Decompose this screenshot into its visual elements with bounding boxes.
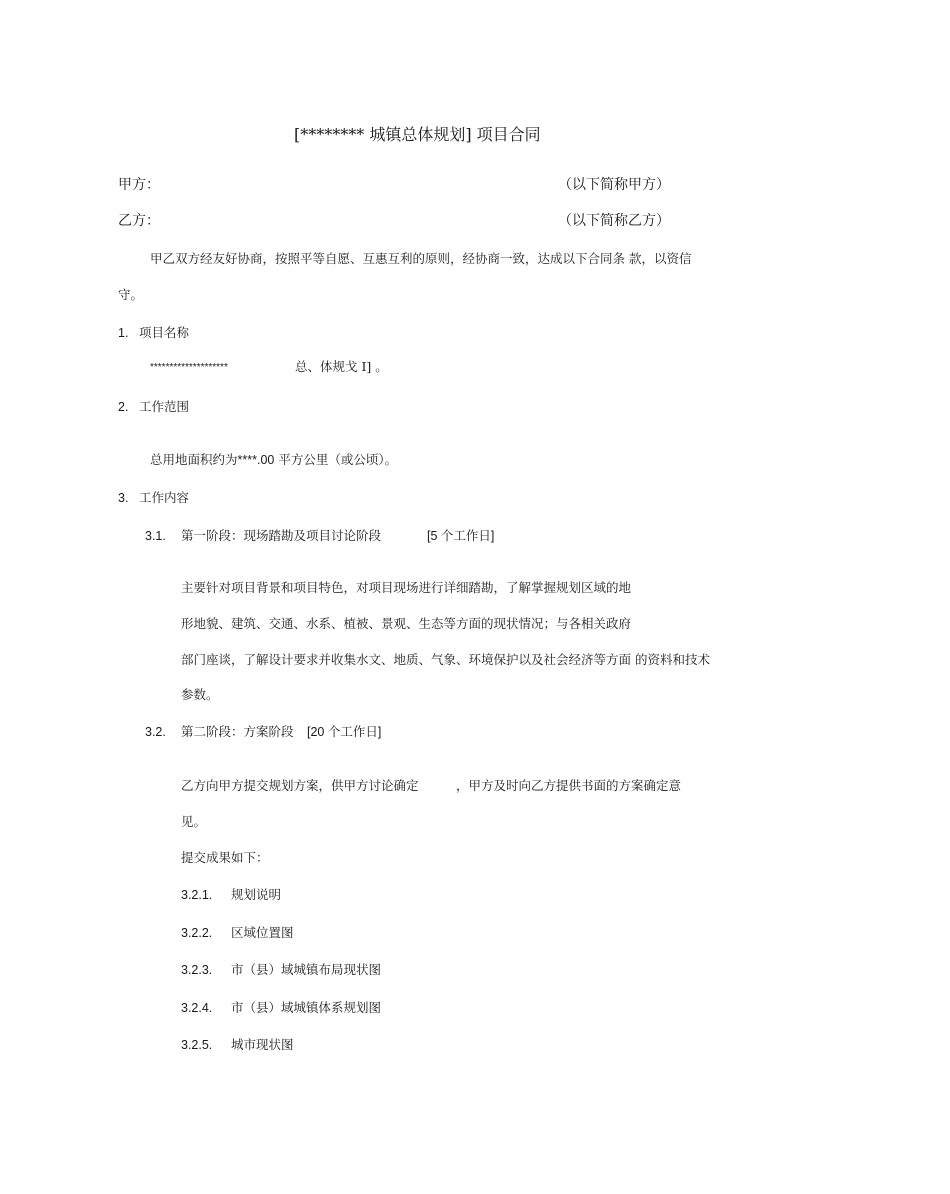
work-scope-area: ****.00 [237,453,275,467]
deliverable-text: 市（县）域城镇布局现状图 [231,962,382,977]
deliverable-number: 3.2.2. [181,926,213,940]
section-3-number: 3. [118,491,129,505]
contract-title: [******** 城镇总体规划] 项目合同 [294,125,541,144]
section-2-number: 2. [118,400,129,414]
phase-1-line-3: 部门座谈，了解设计要求并收集水文、地质、气象、环境保护以及社会经济等方面 的资料和技术 [181,652,710,667]
phase-1-line-2: 形地貌、建筑、交通、水系、植被、景观、生态等方面的现状情况；与各相关政府 [181,616,632,631]
subsection-3-2-number: 3.2. [145,725,166,739]
phase-1-line-4: 参数。 [181,687,219,702]
phase-1-line-1: 主要针对项目背景和项目特色，对项目现场进行详细踏勘，了解掌握规划区域的地 [181,580,632,595]
deliverable-number: 3.2.3. [181,963,213,977]
section-1-number: 1. [118,326,129,340]
section-1-title: 项目名称 [139,325,190,340]
deliverable-number: 3.2.4. [181,1001,213,1015]
project-name-tail: 总、体规戈 I] 。 [295,359,388,374]
section-3-title: 工作内容 [139,490,190,505]
intro-line-1: 甲乙双方经友好协商，按照平等自愿、互惠互利的原则，经协商一致，达成以下合同条 款，以资信 [150,251,692,266]
deliverable-number: 3.2.1. [181,888,213,902]
phase-2-line-1b: ，甲方及时向乙方提供书面的方案确定意 [456,778,682,793]
phase-2-line-2: 见。 [181,814,207,829]
section-2-title: 工作范围 [139,399,190,414]
work-scope-unit: 平方公里（或公顷）。 [274,452,398,467]
subsection-3-1-number: 3.1. [145,529,166,543]
deliverables-heading: 提交成果如下： [181,850,269,865]
work-scope-lead: 总用地面积约为 [150,452,238,467]
party-b-note: （以下简称乙方） [558,213,670,229]
deliverable-text: 区域位置图 [231,925,294,940]
deliverable-text: 市（县）域城镇体系规划图 [231,1000,382,1015]
party-b-label: 乙方： [118,213,160,229]
party-a-label: 甲方： [118,177,160,193]
subsection-3-2-title: 第二阶段：方案阶段 [181,724,294,739]
project-name-stars: ******************** [150,362,228,373]
subsection-3-1-days: [5 个工作日] [427,529,495,543]
intro-line-2: 守。 [118,287,144,302]
phase-2-line-1a: 乙方向甲方提交规划方案，供甲方讨论确定 [181,778,419,793]
deliverable-text: 城市现状图 [231,1037,294,1052]
deliverable-text: 规划说明 [231,887,282,902]
subsection-3-1-title: 第一阶段：现场踏勘及项目讨论阶段 [181,528,382,543]
work-scope-text [150,452,397,468]
party-a-note: （以下简称甲方） [558,177,670,193]
deliverable-number: 3.2.5. [181,1038,213,1052]
subsection-3-2-days: [20 个工作日] [307,725,382,739]
